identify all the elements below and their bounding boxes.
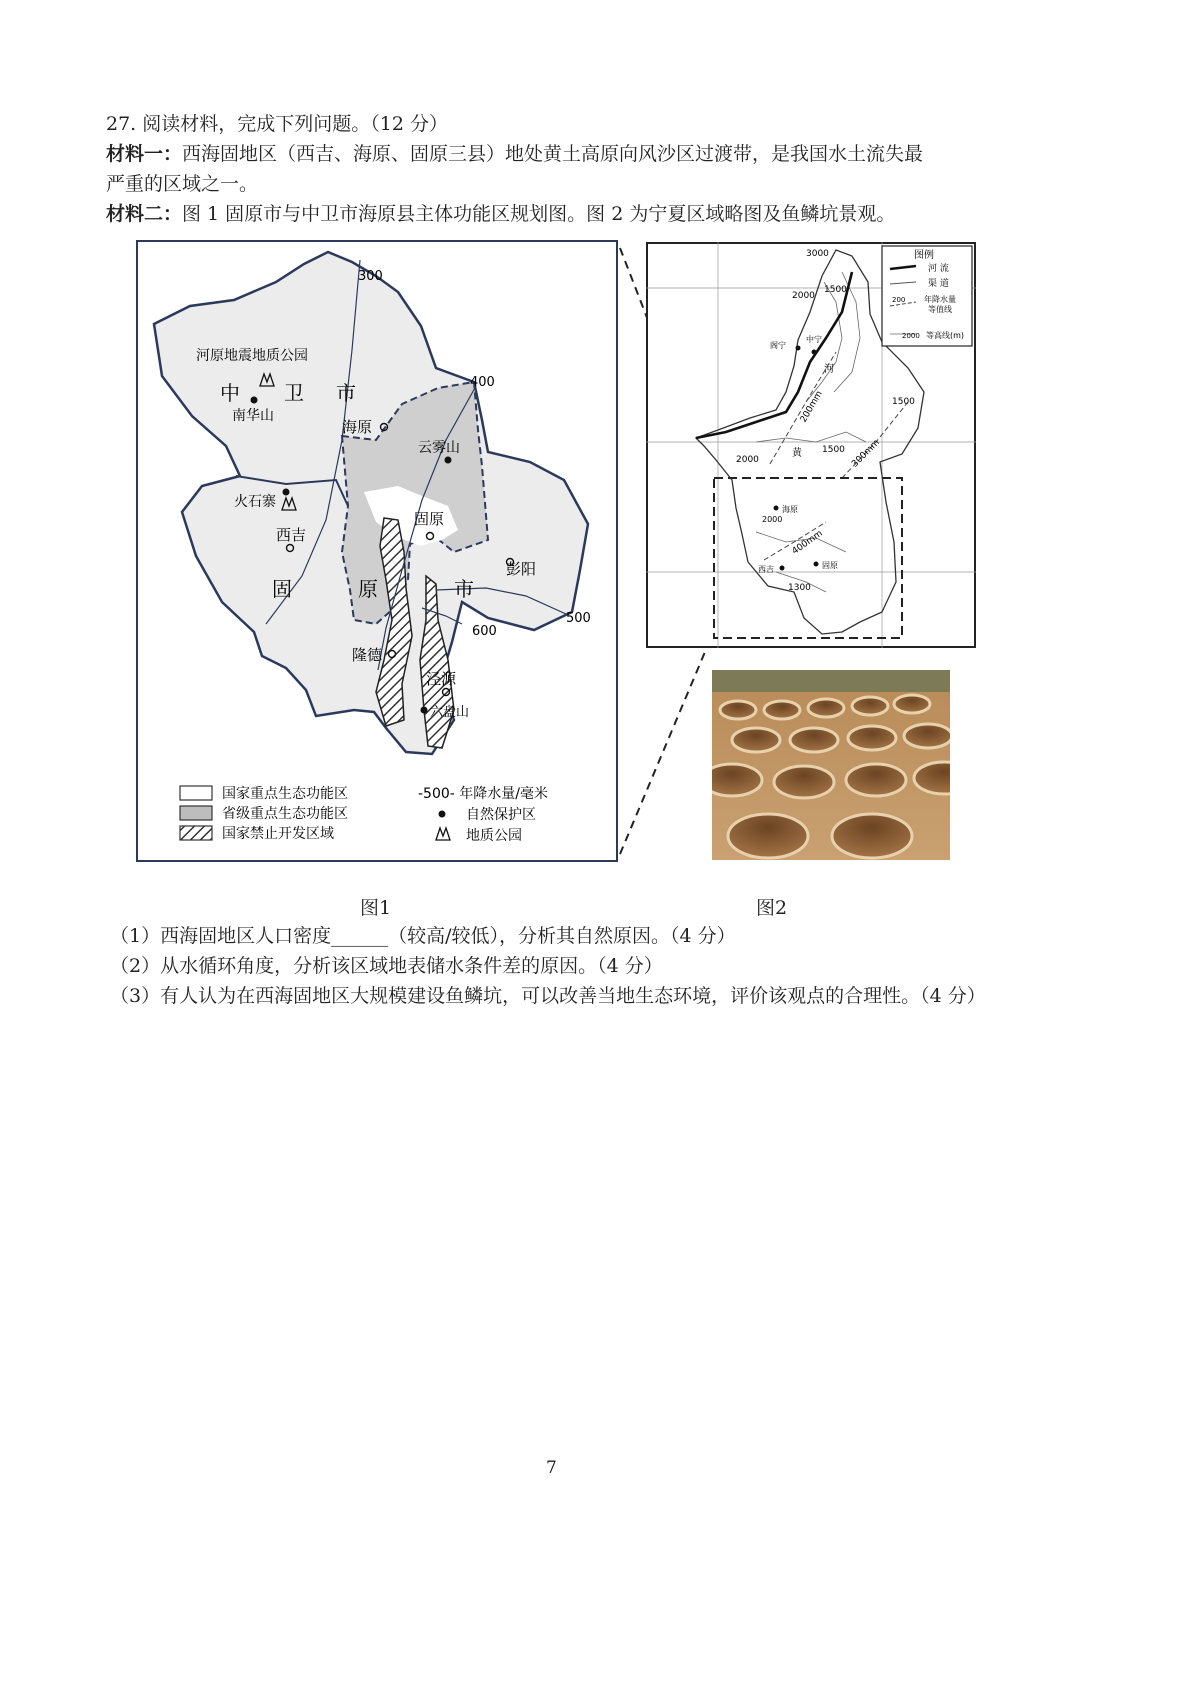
fig2-huang: 黄 [792,448,802,459]
fig2-c1500b: 1500 [892,397,915,407]
fig2-c2000b: 2000 [736,455,759,465]
fig2-c2000a: 2000 [792,291,815,301]
legend-geopark: 地质公园 [466,828,522,844]
legend-reserve: 自然保护区 [466,807,536,823]
fig2-guyuan: 固原 [822,561,838,570]
page-number: 7 [546,1458,557,1478]
material1-label: 材料一： [106,143,183,165]
material1 [106,140,923,168]
fig2-legend-title: 图例 [914,250,934,261]
fig2-xiji: 西吉 [758,565,774,574]
material1-text-2: 严重的区域之一。 [106,173,259,195]
material2 [106,200,895,228]
fig2-c1300: 1300 [788,583,811,593]
figure1-caption: 图1 [360,897,392,919]
label-zhong: 中 [220,381,240,405]
question-2: （2）从水循环角度，分析该区域地表储水条件差的原因。（4 分） [110,955,663,977]
fig2-legend-contour: 等高线(m) [926,331,965,340]
label-haiyuan: 海原 [342,418,373,436]
label-park: 河原地震地质公园 [196,348,308,364]
fig2-legend-isohyet-2: 等值线 [928,305,952,314]
label-gu: 固 [272,577,292,601]
label-yuan: 原 [358,577,378,601]
fig2-r300: 300mm [850,437,882,470]
question-header: 27. 阅读材料，完成下列问题。（12 分） [106,113,448,135]
label-yunwu: 云雾山 [418,440,460,456]
label-shi2: 市 [454,577,474,601]
fig2-r200: 200mm [798,389,825,425]
label-guyuan: 固原 [414,510,445,528]
label-nanhua: 南华山 [232,408,274,424]
fig2-c2000c: 2000 [762,515,783,524]
fig2-legend-river: 河 流 [928,264,949,274]
label-liupan: 六盘山 [430,705,470,720]
label-pengyang: 彭阳 [506,560,537,578]
material1-text-1: 西海固地区（西吉、海原、固原三县）地处黄土高原向风沙区过渡带，是我国水土流失最 [182,143,924,165]
fig2-legend-canal: 渠 道 [928,279,949,289]
fig2-legend-isohyet-1: 年降水量 [924,295,956,304]
fig2-legend-contour-val: 2000 [902,332,920,340]
legend-isohyet: -500- 年降水量/毫米 [418,786,548,802]
label-iso600: 600 [472,624,497,639]
fig2-he: 河 [824,364,834,375]
material2-label: 材料二： [106,203,183,225]
fig2-yinchuan: 阁宁 [770,341,786,350]
label-iso400: 400 [470,375,495,390]
fish-scale-pit-photo [712,670,950,860]
figure2-caption: 图2 [756,897,788,919]
label-xiji: 西吉 [276,526,307,544]
material2-text: 图 1 固原市与中卫市海原县主体功能区规划图。图 2 为宁夏区域略图及鱼鳞坑景观。 [182,203,896,225]
label-jingyuan: 泾源 [426,670,457,688]
label-iso300: 300 [358,269,383,284]
fig2-legend-isohyet-val: 200 [892,296,906,304]
question-1: （1）西海固地区人口密度______（较高/较低），分析其自然原因。（4 分） [110,925,736,947]
fig2-haiyuan: 海原 [782,505,798,514]
legend-national-eco: 国家重点生态功能区 [222,786,348,802]
label-huoshi: 火石寨 [234,494,276,510]
label-longde: 隆德 [352,646,383,664]
figure1-map [136,240,618,862]
fig2-zhongning: 中宁 [806,335,822,344]
legend-provincial-eco: 省级重点生态功能区 [222,806,348,822]
fig2-c3000: 3000 [806,249,829,259]
legend-prohibited: 国家禁止开发区域 [222,826,334,842]
fig2-r400: 400mm [790,528,825,557]
fig2-c1500a: 1500 [824,285,847,295]
label-shi1: 市 [336,381,356,405]
figure2-map [646,242,976,648]
label-iso500: 500 [566,611,591,626]
fig2-c1500c: 1500 [822,445,845,455]
question-3: （3）有人认为在西海固地区大规模建设鱼鳞坑，可以改善当地生态环境，评价该观点的合理性。（4 分） [110,985,986,1007]
label-wei: 卫 [284,381,304,405]
